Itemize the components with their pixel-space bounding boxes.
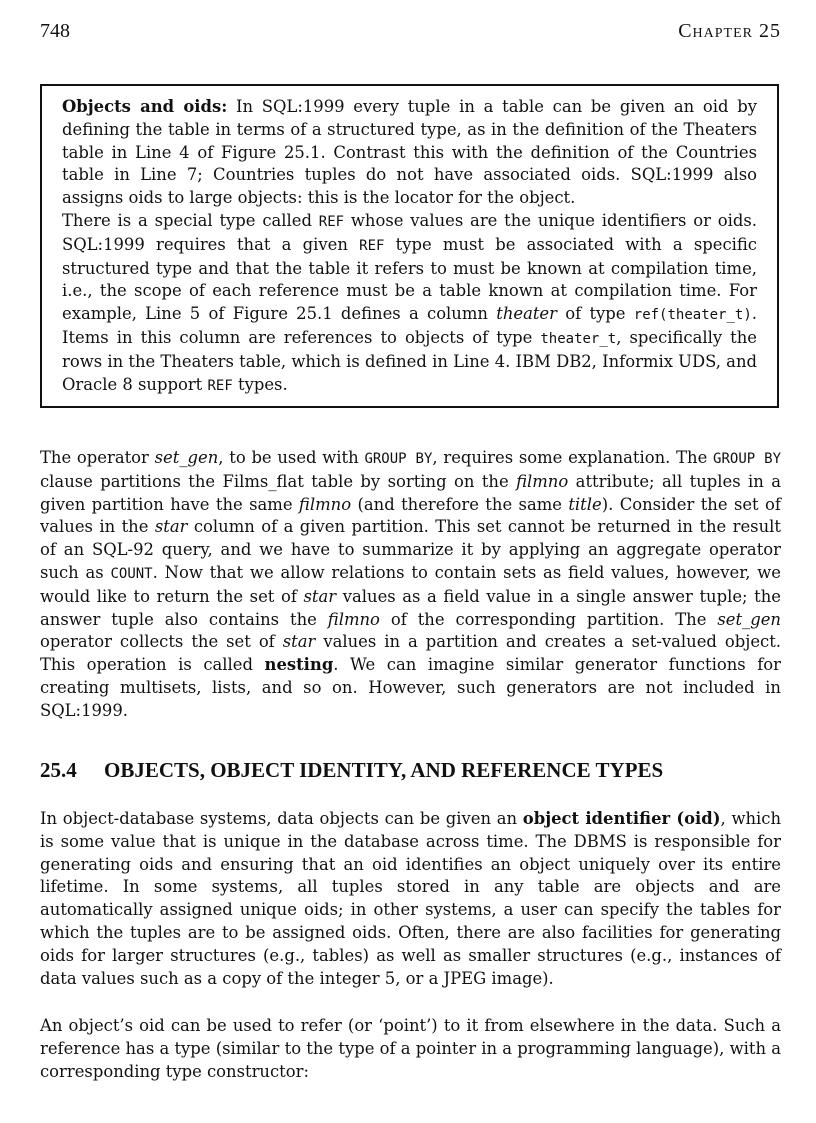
paragraph-set-gen: The operator set_gen, to be used with GROUP BY, requires some explanation. The GROUP BY clause partitions the Films_flat table by sorting on the filmno attribute; all tuples in a given partition have the same filmno (and therefore the same title). Consider the set of values in the star column of a given partition. This set cannot be returned in the result of an SQL-92 query, and we have to summarize it by applying an aggregate operator such as COUNT. Now that we allow relations to contain sets as field values, however, we would like to return the set of star values as a field value in a single answer tuple; the answer tuple also contains the filmno of the corresponding partition. The set_gen operator collects the set of star values in a partition and creates a set-valued object. This operation is called nesting. We can imagine similar generator functions for creating multisets, lists, and so on. However, such generators are not included in SQL:1999. [40, 448, 782, 720]
box-title: Objects and oids: [62, 97, 228, 116]
page-number: 748 [40, 20, 70, 42]
running-header [40, 20, 781, 48]
paragraph-oid-definition: In object-database systems, data objects can be given an object identifier (oid), which is some value that is unique in the database across time. The DBMS is responsible for generating oids and ensuring that an oid identifies an object uniquely over its entire lifetime. In some systems, all tuples stored in any table are objects and are automatically assigned unique oids; in other systems, a user can specify the tables for which the tuples are to be assigned oids. Often, there are also facilities for generating oids for larger structures (e.g., tables) as well as smaller structures (e.g., instances of data values such as a copy of the integer 5, or a JPEG image). [40, 809, 782, 988]
section-title: OBJECTS, OBJECT IDENTITY, AND REFERENCE TYPES [104, 758, 664, 782]
sidebar-box-objects-and-oids [40, 84, 779, 408]
box-paragraph-1: Objects and oids: In SQL:1999 every tuple in a table can be given an oid by defining the table in terms of a structured type, as in the definition of the Theaters table in Line 4 of Figure 25.1. Contrast this with the definition of the Countries table in Line 7; Countries tuples do not have associated oids. SQL:1999 also assigns oids to large objects: this is the locator for the object. [62, 97, 758, 208]
section-heading [40, 758, 781, 783]
page [40, 0, 781, 1123]
paragraph-reference-type: An object’s oid can be used to refer (or ‘point’) to it from elsewhere in the data. Such a reference has a type (similar to the type of a pointer in a programming language), with a corresponding type constructor: [40, 1016, 781, 1081]
chapter-label: Chapter 25 [678, 20, 781, 42]
box-paragraph-2: There is a special type called REF whose values are the unique identifiers or oids. SQL:1999 requires that a given REF type must be associated with a specific structured type and that the table it refers to must be known at compilation time, i.e., the scope of each reference must be a table known at compilation time. For example, Line 5 of Figure 25.1 defines a column theater of type ref(theater_t). Items in this column are references to objects of type theater_t, specifically the rows in the Theaters table, which is defined in Line 4. IBM DB2, Informix UDS, and Oracle 8 support REF types. [62, 210, 758, 394]
section-number: 25.4 [40, 758, 77, 782]
